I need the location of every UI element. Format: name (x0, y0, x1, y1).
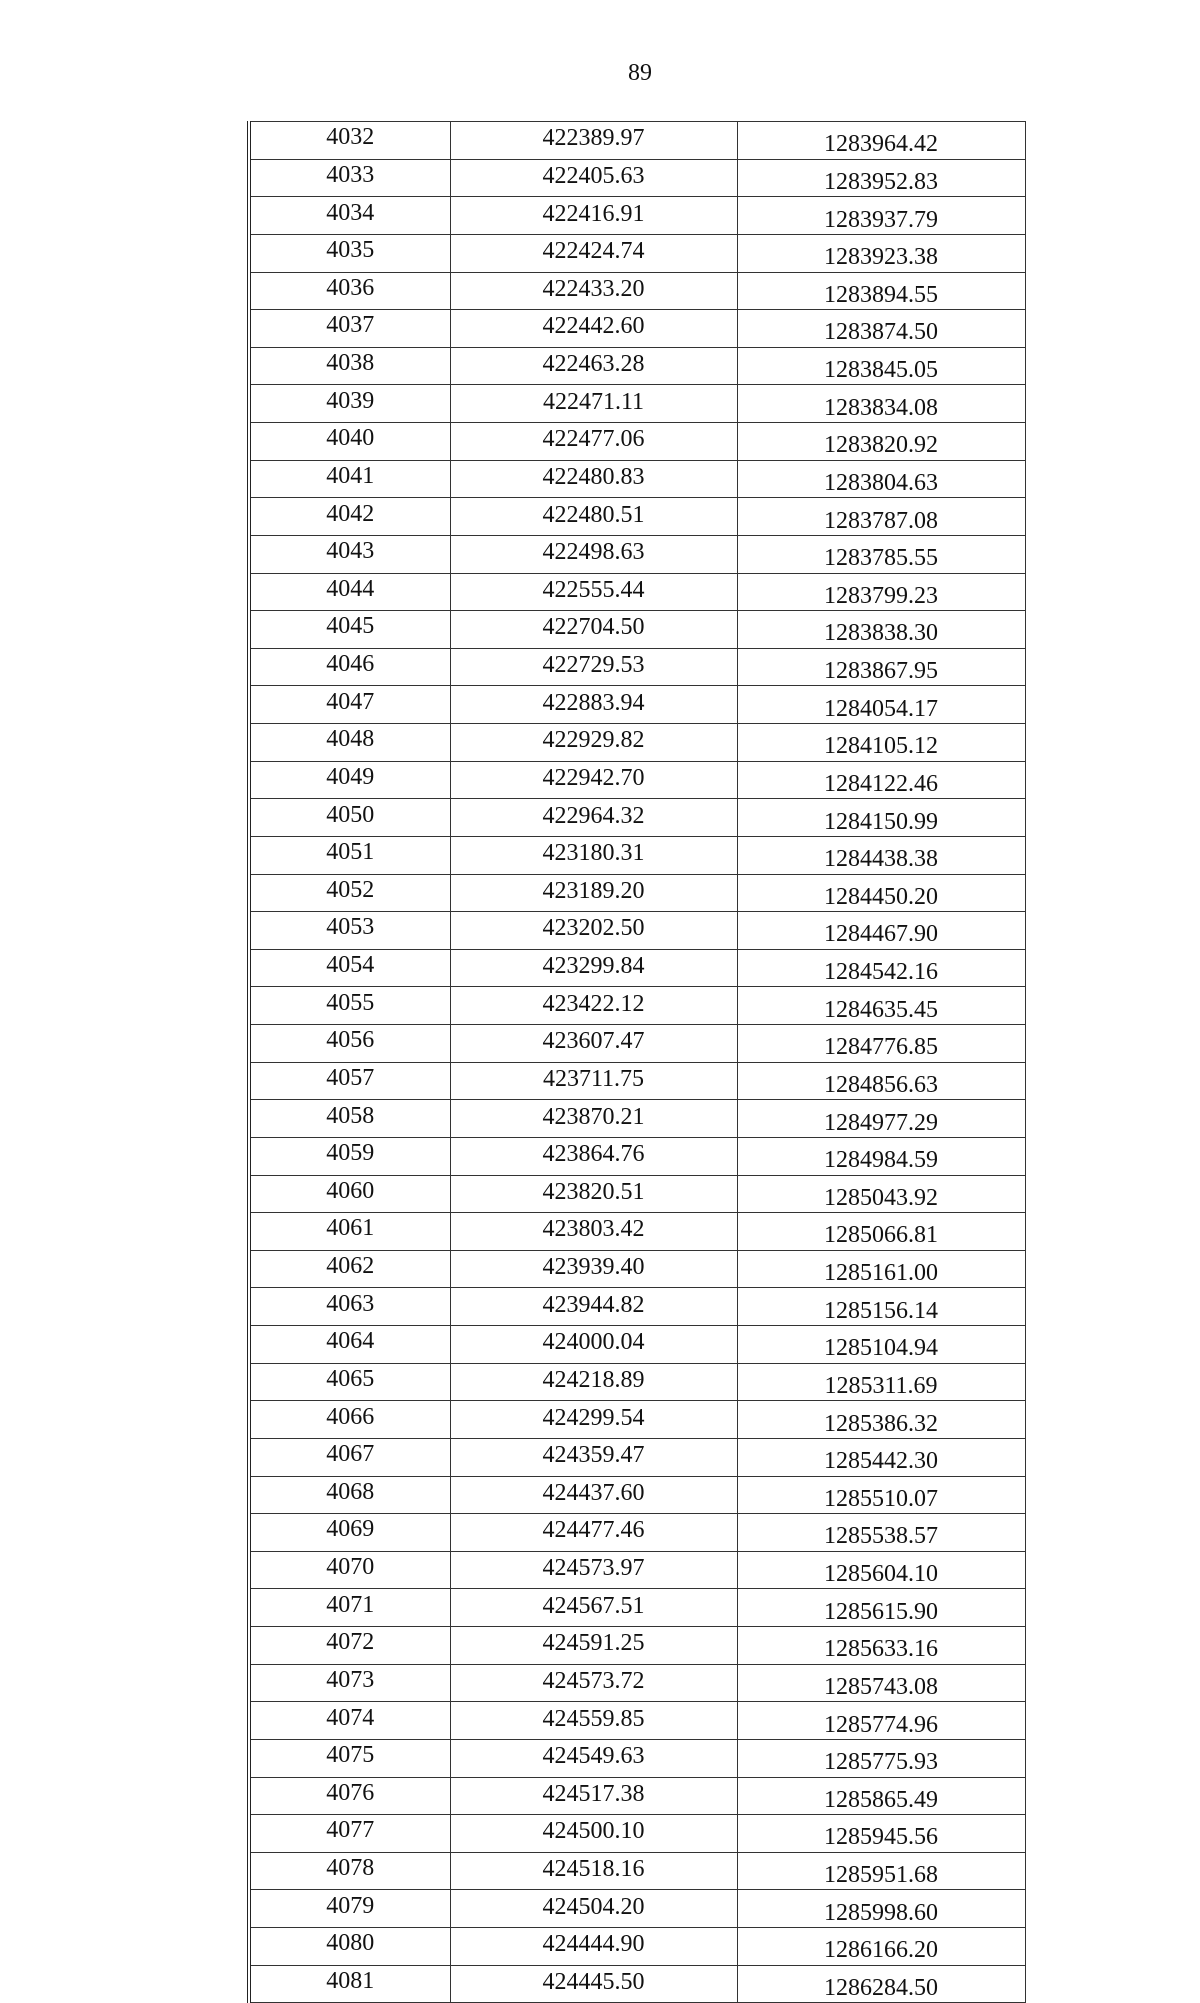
x-coordinate-cell: 422555.44 (450, 573, 737, 611)
table-row (249, 535, 1025, 573)
table-row (249, 122, 1025, 160)
x-coordinate-cell: 422942.70 (450, 761, 737, 799)
point-number-cell: 4040 (249, 423, 450, 461)
table-row (249, 159, 1025, 197)
x-coordinate-cell: 423202.50 (450, 912, 737, 950)
y-coordinate-cell: 1283894.55 (737, 272, 1025, 310)
table-row (249, 648, 1025, 686)
table-row (249, 573, 1025, 611)
table-row (249, 1551, 1025, 1589)
y-coordinate-cell: 1283785.55 (737, 535, 1025, 573)
point-number-cell: 4065 (249, 1363, 450, 1401)
y-coordinate-cell: 1284542.16 (737, 949, 1025, 987)
y-coordinate-cell: 1286166.20 (737, 1928, 1025, 1966)
point-number-cell: 4055 (249, 987, 450, 1025)
point-number-cell: 4035 (249, 234, 450, 272)
table-row (249, 347, 1025, 385)
table-row (249, 949, 1025, 987)
x-coordinate-cell: 424500.10 (450, 1815, 737, 1853)
point-number-cell: 4064 (249, 1326, 450, 1364)
y-coordinate-cell: 1285066.81 (737, 1213, 1025, 1251)
x-coordinate-cell: 424444.90 (450, 1928, 737, 1966)
point-number-cell: 4063 (249, 1288, 450, 1326)
table-row (249, 1852, 1025, 1890)
page-number: 89 (628, 60, 652, 86)
y-coordinate-cell: 1284635.45 (737, 987, 1025, 1025)
y-coordinate-cell: 1283923.38 (737, 234, 1025, 272)
table-row (249, 912, 1025, 950)
x-coordinate-cell: 423422.12 (450, 987, 737, 1025)
point-number-cell: 4043 (249, 535, 450, 573)
table-row (249, 310, 1025, 348)
y-coordinate-cell: 1283820.92 (737, 423, 1025, 461)
table-row (249, 1815, 1025, 1853)
table-row (249, 1025, 1025, 1063)
point-number-cell: 4042 (249, 498, 450, 536)
point-number-cell: 4036 (249, 272, 450, 310)
x-coordinate-cell: 422405.63 (450, 159, 737, 197)
y-coordinate-cell: 1283937.79 (737, 197, 1025, 235)
point-number-cell: 4054 (249, 949, 450, 987)
point-number-cell: 4050 (249, 799, 450, 837)
y-coordinate-cell: 1285104.94 (737, 1326, 1025, 1364)
x-coordinate-cell: 423803.42 (450, 1213, 737, 1251)
x-coordinate-cell: 423711.75 (450, 1062, 737, 1100)
y-coordinate-cell: 1284105.12 (737, 724, 1025, 762)
table-row (249, 1627, 1025, 1665)
x-coordinate-cell: 422463.28 (450, 347, 737, 385)
table-row (249, 1476, 1025, 1514)
x-coordinate-cell: 422729.53 (450, 648, 737, 686)
point-number-cell: 4061 (249, 1213, 450, 1251)
table-row (249, 874, 1025, 912)
point-number-cell: 4041 (249, 460, 450, 498)
y-coordinate-cell: 1284776.85 (737, 1025, 1025, 1063)
y-coordinate-cell: 1284450.20 (737, 874, 1025, 912)
point-number-cell: 4047 (249, 686, 450, 724)
y-coordinate-cell: 1285510.07 (737, 1476, 1025, 1514)
x-coordinate-cell: 422424.74 (450, 234, 737, 272)
point-number-cell: 4067 (249, 1438, 450, 1476)
coordinates-table (247, 121, 1026, 2003)
x-coordinate-cell: 422477.06 (450, 423, 737, 461)
y-coordinate-cell: 1285156.14 (737, 1288, 1025, 1326)
x-coordinate-cell: 424299.54 (450, 1401, 737, 1439)
y-coordinate-cell: 1285442.30 (737, 1438, 1025, 1476)
x-coordinate-cell: 422480.83 (450, 460, 737, 498)
y-coordinate-cell: 1286284.50 (737, 1965, 1025, 2003)
table-row (249, 1777, 1025, 1815)
y-coordinate-cell: 1284984.59 (737, 1137, 1025, 1175)
table-row (249, 1438, 1025, 1476)
point-number-cell: 4051 (249, 836, 450, 874)
x-coordinate-cell: 423189.20 (450, 874, 737, 912)
point-number-cell: 4077 (249, 1815, 450, 1853)
point-number-cell: 4076 (249, 1777, 450, 1815)
table-row (249, 1288, 1025, 1326)
y-coordinate-cell: 1285865.49 (737, 1777, 1025, 1815)
x-coordinate-cell: 422964.32 (450, 799, 737, 837)
x-coordinate-cell: 424359.47 (450, 1438, 737, 1476)
y-coordinate-cell: 1283787.08 (737, 498, 1025, 536)
table-row (249, 1514, 1025, 1552)
table-row (249, 1589, 1025, 1627)
table-row (249, 385, 1025, 423)
x-coordinate-cell: 422883.94 (450, 686, 737, 724)
y-coordinate-cell: 1285945.56 (737, 1815, 1025, 1853)
table-row (249, 724, 1025, 762)
x-coordinate-cell: 422416.91 (450, 197, 737, 235)
point-number-cell: 4073 (249, 1664, 450, 1702)
point-number-cell: 4074 (249, 1702, 450, 1740)
x-coordinate-cell: 423299.84 (450, 949, 737, 987)
point-number-cell: 4038 (249, 347, 450, 385)
point-number-cell: 4060 (249, 1175, 450, 1213)
point-number-cell: 4049 (249, 761, 450, 799)
table-row (249, 1664, 1025, 1702)
table-row (249, 423, 1025, 461)
table-row (249, 1739, 1025, 1777)
table-row (249, 1175, 1025, 1213)
y-coordinate-cell: 1283867.95 (737, 648, 1025, 686)
point-number-cell: 4045 (249, 611, 450, 649)
table-row (249, 1250, 1025, 1288)
x-coordinate-cell: 422389.97 (450, 122, 737, 160)
coordinates-table-body (249, 122, 1025, 2003)
y-coordinate-cell: 1285998.60 (737, 1890, 1025, 1928)
y-coordinate-cell: 1285043.92 (737, 1175, 1025, 1213)
x-coordinate-cell: 424437.60 (450, 1476, 737, 1514)
table-row (249, 1137, 1025, 1175)
x-coordinate-cell: 424549.63 (450, 1739, 737, 1777)
point-number-cell: 4081 (249, 1965, 450, 2003)
y-coordinate-cell: 1283964.42 (737, 122, 1025, 160)
x-coordinate-cell: 424591.25 (450, 1627, 737, 1665)
point-number-cell: 4044 (249, 573, 450, 611)
x-coordinate-cell: 424000.04 (450, 1326, 737, 1364)
table-row (249, 611, 1025, 649)
point-number-cell: 4069 (249, 1514, 450, 1552)
x-coordinate-cell: 424445.50 (450, 1965, 737, 2003)
point-number-cell: 4079 (249, 1890, 450, 1928)
x-coordinate-cell: 422433.20 (450, 272, 737, 310)
table-row (249, 460, 1025, 498)
table-row (249, 1702, 1025, 1740)
x-coordinate-cell: 424218.89 (450, 1363, 737, 1401)
y-coordinate-cell: 1284856.63 (737, 1062, 1025, 1100)
point-number-cell: 4078 (249, 1852, 450, 1890)
table-row (249, 1928, 1025, 1966)
table-row (249, 1213, 1025, 1251)
table-row (249, 1326, 1025, 1364)
y-coordinate-cell: 1285161.00 (737, 1250, 1025, 1288)
y-coordinate-cell: 1283874.50 (737, 310, 1025, 348)
y-coordinate-cell: 1285633.16 (737, 1627, 1025, 1665)
x-coordinate-cell: 422442.60 (450, 310, 737, 348)
x-coordinate-cell: 422498.63 (450, 535, 737, 573)
table-row (249, 234, 1025, 272)
x-coordinate-cell: 424517.38 (450, 1777, 737, 1815)
y-coordinate-cell: 1285386.32 (737, 1401, 1025, 1439)
point-number-cell: 4037 (249, 310, 450, 348)
point-number-cell: 4080 (249, 1928, 450, 1966)
x-coordinate-cell: 422929.82 (450, 724, 737, 762)
x-coordinate-cell: 423870.21 (450, 1100, 737, 1138)
y-coordinate-cell: 1284054.17 (737, 686, 1025, 724)
table-row (249, 799, 1025, 837)
table-row (249, 197, 1025, 235)
y-coordinate-cell: 1284467.90 (737, 912, 1025, 950)
point-number-cell: 4062 (249, 1250, 450, 1288)
point-number-cell: 4059 (249, 1137, 450, 1175)
x-coordinate-cell: 423864.76 (450, 1137, 737, 1175)
table-row (249, 1363, 1025, 1401)
point-number-cell: 4034 (249, 197, 450, 235)
table-row (249, 761, 1025, 799)
point-number-cell: 4057 (249, 1062, 450, 1100)
x-coordinate-cell: 422480.51 (450, 498, 737, 536)
y-coordinate-cell: 1285743.08 (737, 1664, 1025, 1702)
point-number-cell: 4039 (249, 385, 450, 423)
point-number-cell: 4071 (249, 1589, 450, 1627)
x-coordinate-cell: 423820.51 (450, 1175, 737, 1213)
y-coordinate-cell: 1285775.93 (737, 1739, 1025, 1777)
point-number-cell: 4033 (249, 159, 450, 197)
point-number-cell: 4075 (249, 1739, 450, 1777)
y-coordinate-cell: 1283804.63 (737, 460, 1025, 498)
y-coordinate-cell: 1283952.83 (737, 159, 1025, 197)
point-number-cell: 4072 (249, 1627, 450, 1665)
y-coordinate-cell: 1283845.05 (737, 347, 1025, 385)
point-number-cell: 4053 (249, 912, 450, 950)
point-number-cell: 4070 (249, 1551, 450, 1589)
y-coordinate-cell: 1284977.29 (737, 1100, 1025, 1138)
point-number-cell: 4046 (249, 648, 450, 686)
point-number-cell: 4066 (249, 1401, 450, 1439)
table-row (249, 272, 1025, 310)
y-coordinate-cell: 1283834.08 (737, 385, 1025, 423)
point-number-cell: 4052 (249, 874, 450, 912)
x-coordinate-cell: 423180.31 (450, 836, 737, 874)
x-coordinate-cell: 424559.85 (450, 1702, 737, 1740)
y-coordinate-cell: 1285604.10 (737, 1551, 1025, 1589)
table-row (249, 987, 1025, 1025)
y-coordinate-cell: 1285615.90 (737, 1589, 1025, 1627)
table-row (249, 686, 1025, 724)
x-coordinate-cell: 424504.20 (450, 1890, 737, 1928)
y-coordinate-cell: 1283799.23 (737, 573, 1025, 611)
table-row (249, 498, 1025, 536)
point-number-cell: 4032 (249, 122, 450, 160)
x-coordinate-cell: 424477.46 (450, 1514, 737, 1552)
y-coordinate-cell: 1283838.30 (737, 611, 1025, 649)
x-coordinate-cell: 422704.50 (450, 611, 737, 649)
x-coordinate-cell: 424573.72 (450, 1664, 737, 1702)
x-coordinate-cell: 424518.16 (450, 1852, 737, 1890)
y-coordinate-cell: 1285774.96 (737, 1702, 1025, 1740)
y-coordinate-cell: 1284122.46 (737, 761, 1025, 799)
point-number-cell: 4048 (249, 724, 450, 762)
table-row (249, 1965, 1025, 2003)
y-coordinate-cell: 1284438.38 (737, 836, 1025, 874)
point-number-cell: 4068 (249, 1476, 450, 1514)
table-row (249, 836, 1025, 874)
y-coordinate-cell: 1285951.68 (737, 1852, 1025, 1890)
table-row (249, 1890, 1025, 1928)
y-coordinate-cell: 1285311.69 (737, 1363, 1025, 1401)
table-row (249, 1401, 1025, 1439)
point-number-cell: 4058 (249, 1100, 450, 1138)
x-coordinate-cell: 423939.40 (450, 1250, 737, 1288)
table-row (249, 1062, 1025, 1100)
x-coordinate-cell: 423607.47 (450, 1025, 737, 1063)
x-coordinate-cell: 422471.11 (450, 385, 737, 423)
table-row (249, 1100, 1025, 1138)
x-coordinate-cell: 424573.97 (450, 1551, 737, 1589)
x-coordinate-cell: 424567.51 (450, 1589, 737, 1627)
y-coordinate-cell: 1285538.57 (737, 1514, 1025, 1552)
y-coordinate-cell: 1284150.99 (737, 799, 1025, 837)
x-coordinate-cell: 423944.82 (450, 1288, 737, 1326)
point-number-cell: 4056 (249, 1025, 450, 1063)
